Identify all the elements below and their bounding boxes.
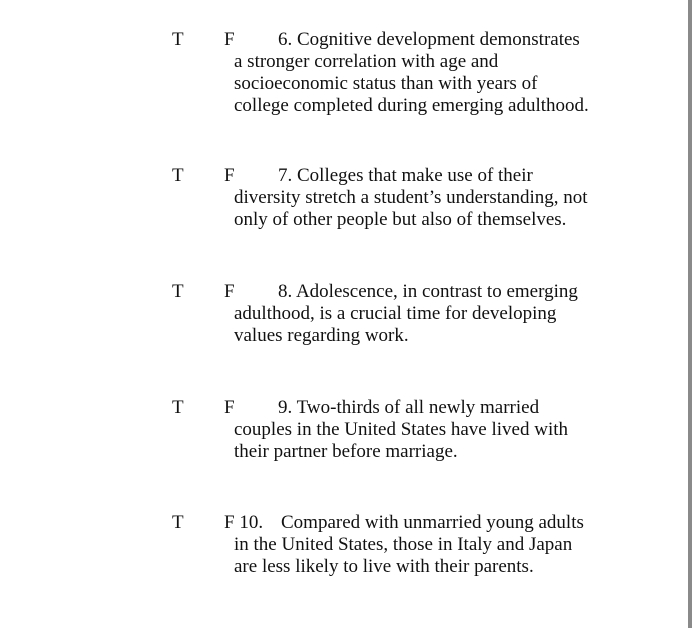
false-option[interactable]: F 10. [224,512,264,533]
true-option[interactable]: T [172,397,184,418]
question-text-line: socioeconomic status than with years of [234,73,538,94]
question-text: Compared with unmarried young adults [281,512,584,533]
question-text-line: in the United States, those in Italy and Japan [234,534,573,555]
question-text: 8. Adolescence, in contrast to emerging [278,281,578,302]
false-option[interactable]: F [224,397,235,418]
question-text-line: a stronger correlation with age and [234,51,499,72]
question-text-line: adulthood, is a crucial time for developing [234,303,557,324]
false-option[interactable]: F [224,29,235,50]
question-text-line: diversity stretch a student’s understanding, not [234,187,588,208]
question-text: 9. Two-thirds of all newly married [278,397,540,418]
question-text: 6. Cognitive development demonstrates [278,29,580,50]
true-option[interactable]: T [172,281,184,302]
true-option[interactable]: T [172,165,184,186]
question-text-line: only of other people but also of themselves. [234,209,567,230]
true-option[interactable]: T [172,512,184,533]
question-text: 7. Colleges that make use of their [278,165,533,186]
question-text-line: college completed during emerging adulthood. [234,95,589,116]
question-text-line: their partner before marriage. [234,441,458,462]
page-edge-divider [688,0,692,628]
true-option[interactable]: T [172,29,184,50]
question-text-line: couples in the United States have lived with [234,419,569,440]
false-option[interactable]: F [224,281,235,302]
false-option[interactable]: F [224,165,235,186]
question-text-line: values regarding work. [234,325,409,346]
question-text-line: are less likely to live with their parents. [234,556,534,577]
